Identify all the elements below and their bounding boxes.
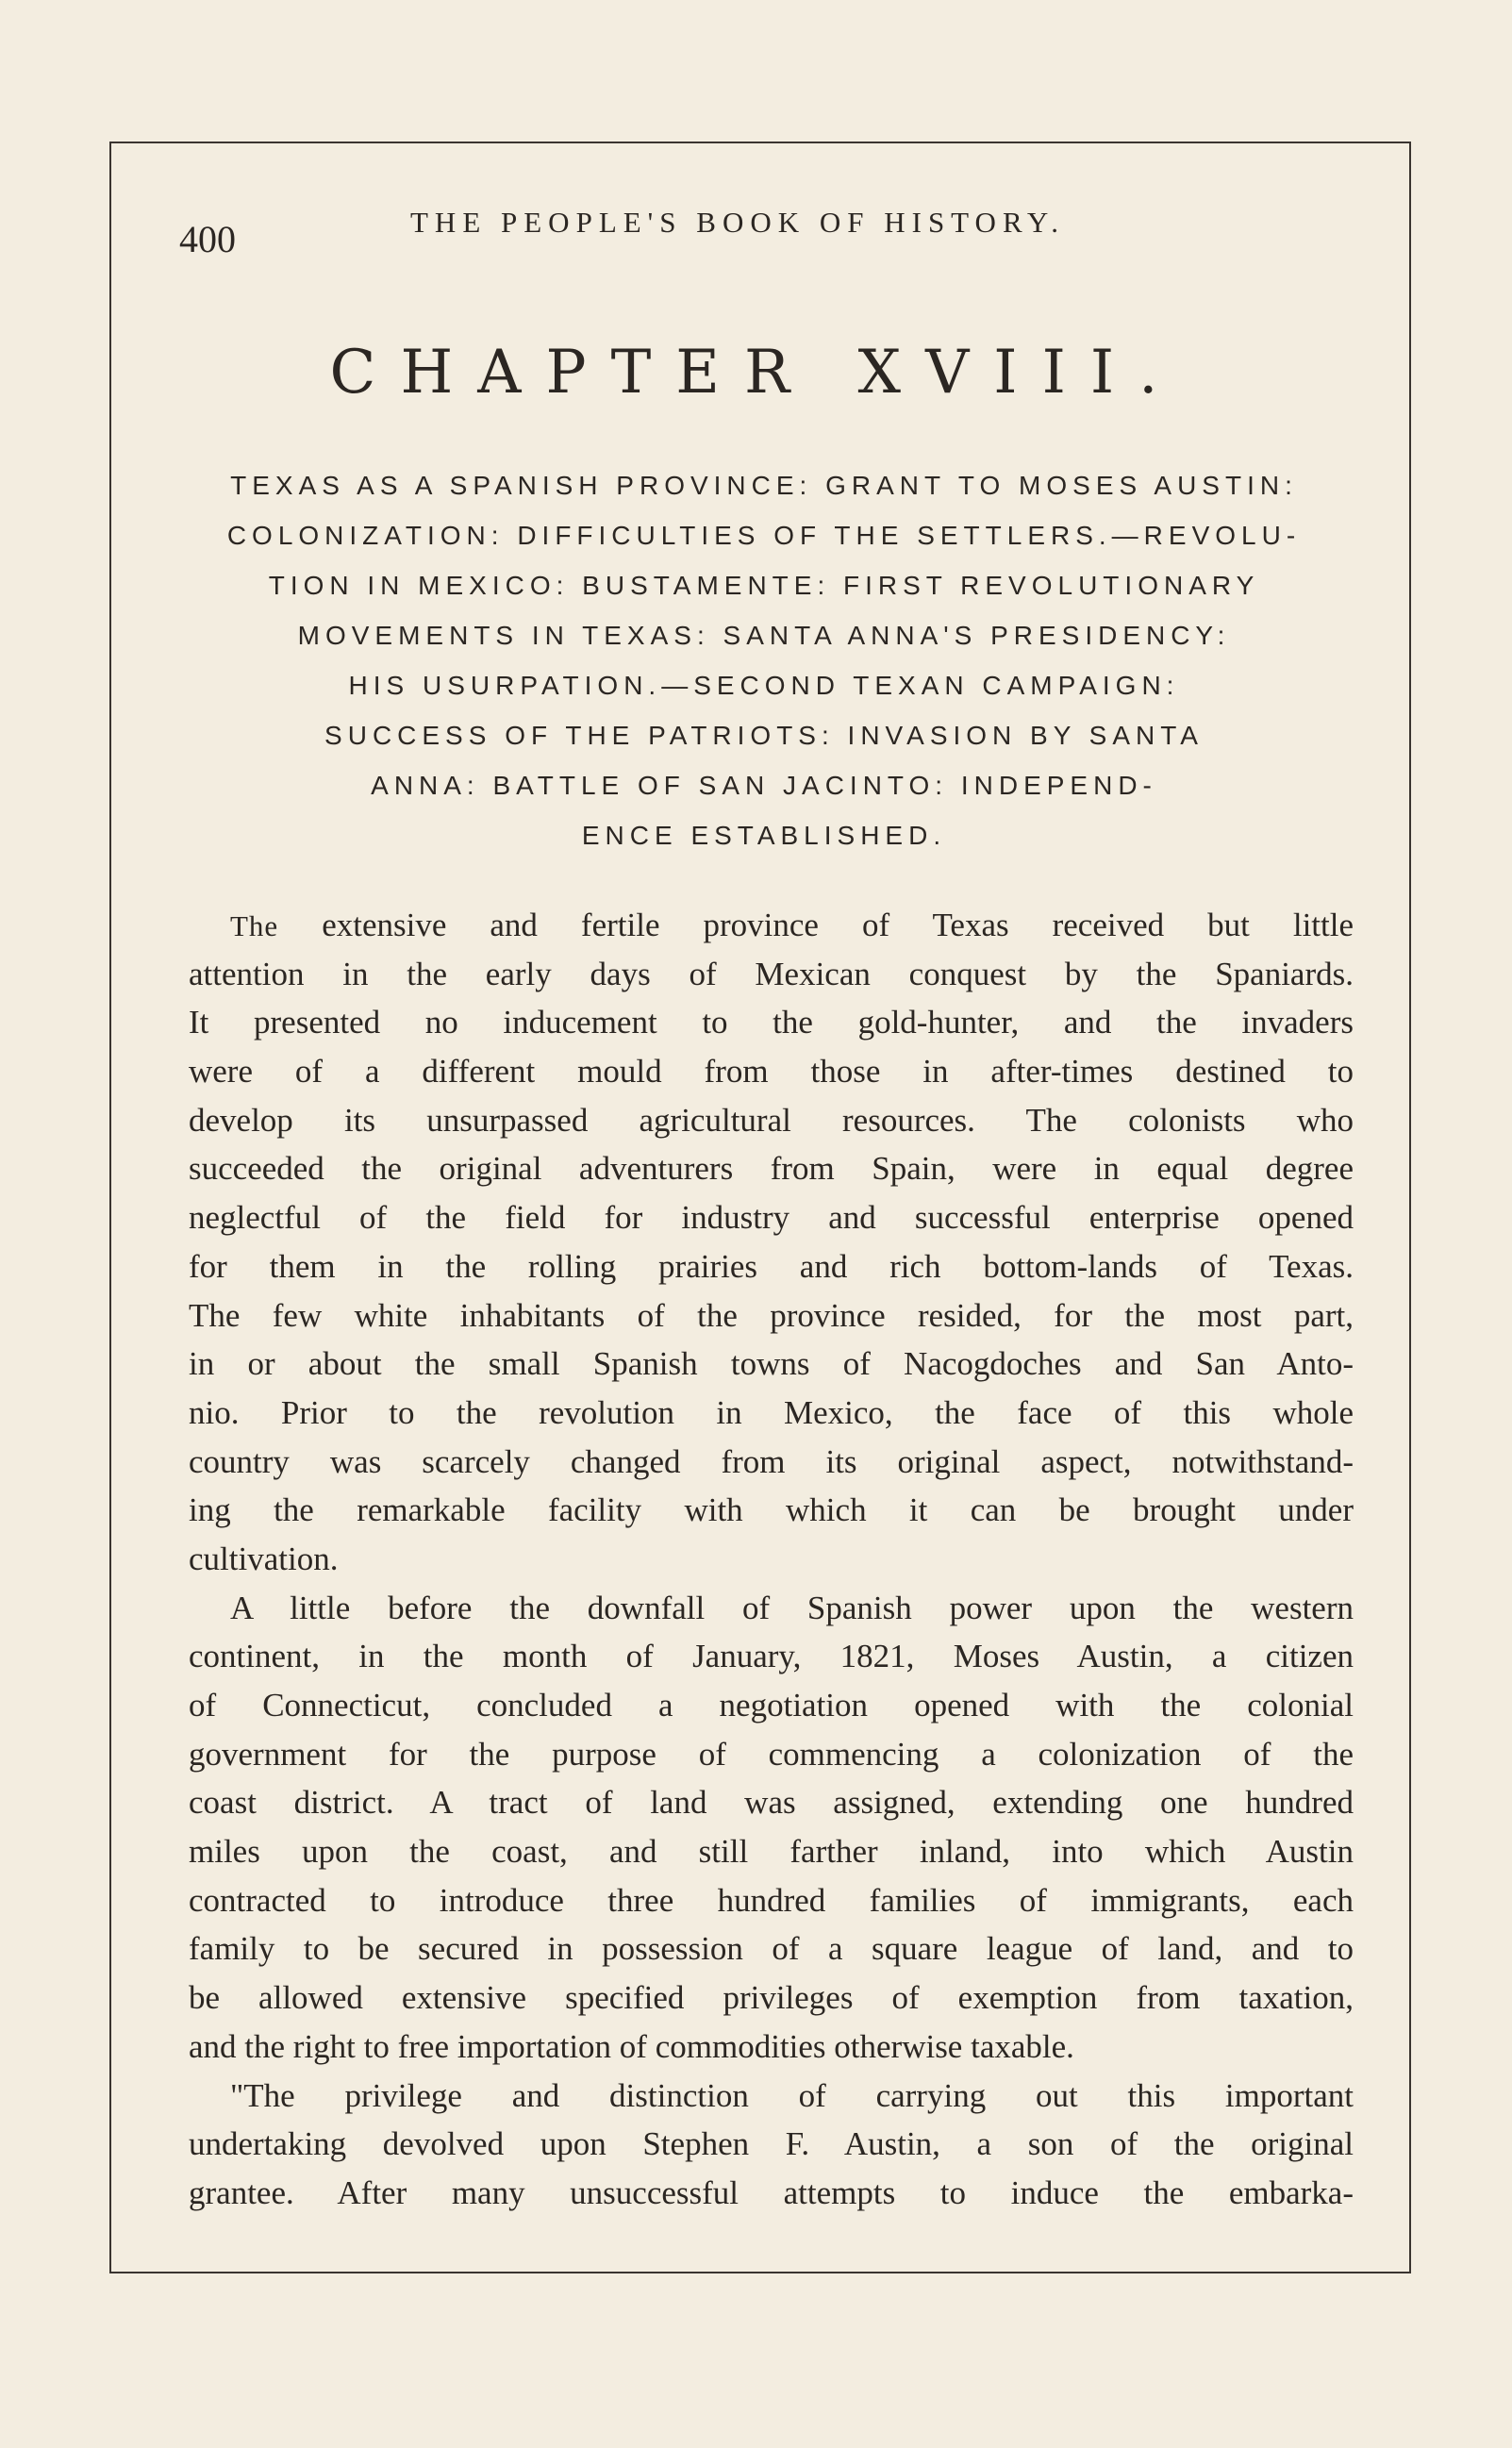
text-line: develop its unsurpassed agricultural resources. The colonists who	[189, 1101, 1354, 1139]
paragraph	[189, 901, 1354, 1584]
synopsis-line: COLONIZATION: DIFFICULTIES OF THE SETTLERS.—REVOLU-	[226, 521, 1302, 550]
text-line: of Connecticut, concluded a negotiation opened with the colonial	[189, 1687, 1354, 1724]
text-line: be allowed extensive specified privileges of exemption from taxation,	[189, 1979, 1354, 2017]
opening-word: The	[230, 909, 279, 942]
running-head	[179, 198, 1405, 260]
paragraph	[189, 2072, 1354, 2218]
text-line: continent, in the month of January, 1821, Moses Austin, a citizen	[189, 1638, 1354, 1675]
text-line-content: extensive and fertile province of Texas received but little	[322, 907, 1354, 943]
synopsis-line: SUCCESS OF THE PATRIOTS: INVASION BY SANTA	[324, 721, 1204, 750]
text-line: country was scarcely changed from its original aspect, notwithstand-	[189, 1442, 1354, 1480]
chapter-synopsis	[179, 460, 1349, 860]
synopsis-line: ANNA: BATTLE OF SAN JACINTO: INDEPEND-	[371, 771, 1157, 800]
text-line: ing the remarkable facility with which it can be brought under	[189, 1491, 1354, 1529]
chapter-title: CHAPTER XVIII.	[329, 338, 1183, 408]
synopsis-line: TEXAS AS A SPANISH PROVINCE: GRANT TO MOSES AUSTIN:	[230, 471, 1298, 500]
text-line: in or about the small Spanish towns of Nacogdoches and San Anto-	[189, 1345, 1354, 1383]
text-line: miles upon the coast, and still farther inland, into which Austin	[189, 1833, 1354, 1871]
text-line: were of a different mould from those in after-times destined to	[189, 1053, 1354, 1091]
text-line: family to be secured in possession of a square league of land, and to	[189, 1930, 1354, 1968]
body-text	[189, 901, 1354, 2218]
running-title: THE PEOPLE'S BOOK OF HISTORY.	[410, 206, 1066, 239]
text-line: "The privilege and distinction of carrying out this important	[230, 2076, 1354, 2114]
text-line: for them in the rolling prairies and rich bottom-lands of Texas.	[189, 1247, 1354, 1285]
text-line: undertaking devolved upon Stephen F. Austin, a son of the original	[189, 2125, 1354, 2163]
text-line: succeeded the original adventurers from Spain, were in equal degree	[189, 1150, 1354, 1188]
paragraph	[189, 1584, 1354, 2072]
text-line: neglectful of the field for industry and successful enterprise opened	[189, 1199, 1354, 1237]
text-line: grantee. After many unsuccessful attempts to induce the embarka-	[189, 2173, 1354, 2211]
synopsis-line: MOVEMENTS IN TEXAS: SANTA ANNA'S PRESIDENCY:	[297, 621, 1231, 650]
text-line: A little before the downfall of Spanish power upon the western	[230, 1589, 1354, 1626]
text-line: government for the purpose of commencing a colonization of the	[189, 1735, 1354, 1773]
text-line: It presented no inducement to the gold-hunter, and the invaders	[189, 1004, 1354, 1041]
page-number: 400	[179, 218, 236, 260]
text-line: cultivation.	[189, 1540, 339, 1577]
text-line: nio. Prior to the revolution in Mexico, the face of this whole	[189, 1393, 1354, 1431]
text-line: The few white inhabitants of the province resided, for the most part,	[189, 1296, 1354, 1334]
synopsis-line: ENCE ESTABLISHED.	[581, 821, 947, 850]
text-line	[189, 901, 1354, 950]
synopsis-line: TION IN MEXICO: BUSTAMENTE: FIRST REVOLUTIONARY	[268, 571, 1260, 600]
text-line: coast district. A tract of land was assigned, extending one hundred	[189, 1784, 1354, 1822]
text-line: contracted to introduce three hundred families of immigrants, each	[189, 1881, 1354, 1919]
synopsis-line: HIS USURPATION.—SECOND TEXAN CAMPAIGN:	[348, 671, 1180, 700]
text-line: attention in the early days of Mexican conquest by the Spaniards.	[189, 955, 1354, 992]
text-line: and the right to free importation of commodities otherwise taxable.	[189, 2027, 1074, 2065]
